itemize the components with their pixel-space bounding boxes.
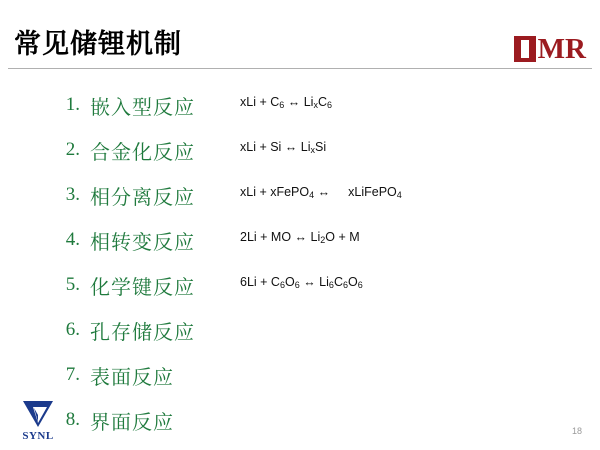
list-item-number: 3. [65,184,80,205]
title-divider [8,68,592,69]
list-item-label: 孔存储反应 [90,322,195,344]
list-item-equation: xLi + Si ↔ $Li_xSi$ [240,140,327,155]
list-item-equation: xLi + $C_6$ ↔ $Li_xC_6$ [240,95,333,110]
synl-triangle-icon [21,399,55,429]
page-title: 常见储锂机制 [14,29,182,59]
list-item [52,311,572,356]
list-item [52,221,572,266]
synl-logo [10,399,66,442]
tmr-logo-text: MR [537,33,586,65]
list-item-label: 界面反应 [90,412,174,434]
list-item-number: 2. [65,139,80,160]
tmr-logo [514,33,586,65]
list-item-equation: xLi + xFePO$_4$ ↔ xLiFePO$_4$ [240,185,402,200]
list-item-equation: $6Li + C_6O_6$ ↔ $Li_6C_6O_6$ [240,275,363,290]
mechanism-list [52,86,572,446]
list-item [52,131,572,176]
tmr-mark-icon [514,36,536,62]
list-item-label: 化学键反应 [90,277,195,299]
list-item-number: 5. [65,274,80,295]
list-item-number: 8. [65,409,80,430]
list-item [52,86,572,131]
list-item-number: 4. [65,229,80,250]
synl-logo-text: SYNL [22,430,54,442]
list-item [52,266,572,311]
list-item-number: 6. [65,319,80,340]
list-item-label: 合金化反应 [90,142,195,164]
list-item-number: 7. [65,364,80,385]
list-item-label: 嵌入型反应 [90,97,195,119]
list-item [52,356,572,401]
list-item-label: 表面反应 [90,367,174,389]
list-item-label: 相转变反应 [90,232,195,254]
list-item-number: 1. [65,94,80,115]
page-number: 18 [571,426,582,436]
list-item-label: 相分离反应 [90,187,195,209]
list-item [52,401,572,446]
list-item-equation: 2Li + MO ↔ $Li_2O + M$ [240,230,360,245]
list-item [52,176,572,221]
